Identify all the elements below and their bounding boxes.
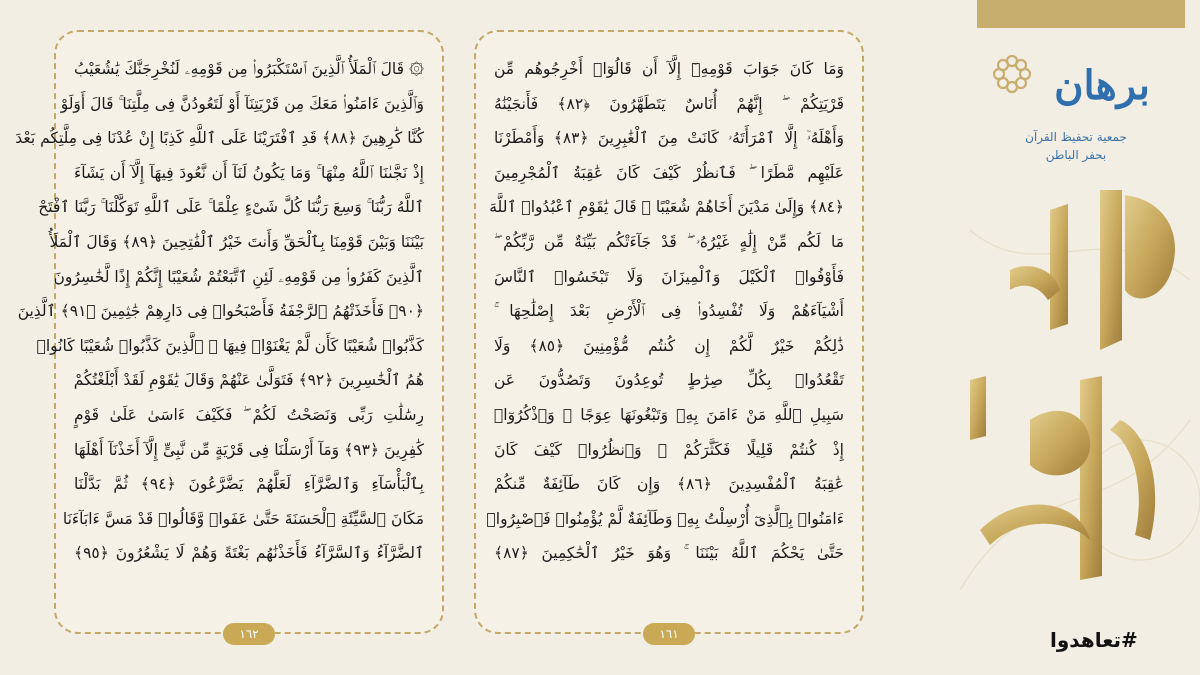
- logo-wordmark: برهان: [1054, 62, 1150, 109]
- quran-line: قَرْيَتِكُمْ ۖ إِنَّهُمْ أُنَاسٌ يَتَطَهَّرُونَ ﴿٨٢﴾ فَأَنجَيْنَٰهُ: [494, 94, 844, 113]
- hashtag-label: #تعاهدوا: [1050, 628, 1138, 652]
- quran-line: كَذَّبُوا۟ شُعَيْبًا كَأَن لَّمْ يَغْنَوْا۟ فِيهَا ۚ ٱلَّذِينَ كَذَّبُوا۟ شُعَيْبًا كَانُوا۟: [36, 336, 424, 355]
- page-number-badge: ١٦٢: [223, 623, 275, 645]
- quran-line: هُمُ ٱلْخَٰسِرِينَ ﴿٩٢﴾ فَتَوَلَّىٰ عَنْهُمْ وَقَالَ يَٰقَوْمِ لَقَدْ أَبْلَغْتُكُمْ: [73, 371, 424, 390]
- top-gold-bar: [977, 0, 1185, 28]
- quran-line: بَيْنَنَا وَبَيْنَ قَوْمِنَا بِٱلْحَقِّ وَأَنتَ خَيْرُ ٱلْفَٰتِحِينَ ﴿٨٩﴾ وَقَالَ ٱلْمَلَأُ: [49, 232, 424, 251]
- quran-line: ﴿٩٠﴾ فَأَخَذَتْهُمُ ٱلرَّجْفَةُ فَأَصْبَحُوا۟ فِى دَارِهِمْ جَٰثِمِينَ ﴿٩١﴾ ٱلَّذِينَ: [17, 302, 424, 321]
- quran-line: وَأَهْلَهُۥٓ إِلَّا ٱمْرَأَتَهُۥ كَانَتْ مِنَ ٱلْغَٰبِرِينَ ﴿٨٣﴾ وَأَمْطَرْنَا: [494, 129, 844, 148]
- quran-line: رِسَٰلَٰتِ رَبِّى وَنَصَحْتُ لَكُمْ ۖ فَكَيْفَ ءَاسَىٰ عَلَىٰ قَوْمٍ: [74, 405, 424, 424]
- quran-line: ۞ قَالَ ٱلْمَلَأُ ٱلَّذِينَ ٱسْتَكْبَرُوا۟ مِن قَوْمِهِۦ لَنُخْرِجَنَّكَ يَٰشُعَيْبُ: [74, 60, 424, 78]
- page-number-badge: ١٦١: [643, 623, 695, 645]
- quran-line: مَا لَكُم مِّنْ إِلَٰهٍ غَيْرُهُۥ ۖ قَدْ جَآءَتْكُم بَيِّنَةٌ مِّن رَّبِّكُمْ ۖ: [494, 232, 844, 251]
- quran-line: تَقْعُدُوا۟ بِكُلِّ صِرَٰطٍ تُوعِدُونَ وَتَصُدُّونَ عَن: [494, 371, 844, 390]
- quran-line: إِذْ نَجَّىٰنَا ٱللَّهُ مِنْهَا ۚ وَمَا يَكُونُ لَنَآ أَن نَّعُودَ فِيهَآ إِلَّآ أَن يَشَآءَ: [74, 163, 424, 182]
- org-name-line1: جمعية تحفيظ القرآن: [1025, 130, 1127, 144]
- quran-line: عَلَيْهِم مَّطَرًا ۖ فَٱنظُرْ كَيْفَ كَانَ عَٰقِبَةُ ٱلْمُجْرِمِينَ: [494, 163, 844, 182]
- quran-line: كُنَّا كَٰرِهِينَ ﴿٨٨﴾ قَدِ ٱفْتَرَيْنَا عَلَى ٱللَّهِ كَذِبًا إِنْ عُدْنَا فِى مِلَّتِكُم بَعْدَ: [15, 129, 424, 148]
- mushaf-page-right: [474, 30, 864, 641]
- quran-line: ٱللَّهُ رَبُّنَا ۚ وَسِعَ رَبُّنَا كُلَّ شَىْءٍ عِلْمًا ۚ عَلَى ٱللَّهِ تَوَكَّلْنَا ۚ رَبَّنَا ٱفْتَحْ: [38, 198, 424, 217]
- quran-line: ٱلضَّرَّآءُ وَٱلسَّرَّآءُ فَأَخَذْنَٰهُم بَغْتَةً وَهُمْ لَا يَشْعُرُونَ ﴿٩٥﴾: [74, 544, 424, 563]
- quran-line: سَبِيلِ ٱللَّهِ مَنْ ءَامَنَ بِهِۦ وَتَبْغُونَهَا عِوَجًا ۚ وَٱذْكُرُوٓا۟: [494, 405, 844, 424]
- quran-line: أَشْيَآءَهُمْ وَلَا تُفْسِدُوا۟ فِى ٱلْأَرْضِ بَعْدَ إِصْلَٰحِهَا ۚ: [494, 302, 844, 321]
- quran-line: ﴿٨٤﴾ وَإِلَىٰ مَدْيَنَ أَخَاهُمْ شُعَيْبًا ۗ قَالَ يَٰقَوْمِ ٱعْبُدُوا۟ ٱللَّهَ: [489, 198, 844, 217]
- quran-line: وَٱلَّذِينَ ءَامَنُوا۟ مَعَكَ مِن قَرْيَتِنَآ أَوْ لَتَعُودُنَّ فِى مِلَّتِنَا ۚ قَالَ أَوَلَوْ: [60, 94, 424, 113]
- rosette-icon: [990, 52, 1034, 96]
- quran-line: ءَامَنُوا۟ بِٱلَّذِىٓ أُرْسِلْتُ بِهِۦ وَطَآئِفَةٌ لَّمْ يُؤْمِنُوا۟ فَٱصْبِرُوا۟: [486, 509, 844, 528]
- organization-logo: [970, 40, 1185, 170]
- mushaf-page-left: [15, 30, 444, 641]
- quran-line: إِذْ كُنتُمْ قَلِيلًا فَكَثَّرَكُمْ ۖ وَٱنظُرُوا۟ كَيْفَ كَانَ: [494, 440, 844, 459]
- quran-line: حَتَّىٰ يَحْكُمَ ٱللَّهُ بَيْنَنَا ۚ وَهُوَ خَيْرُ ٱلْحَٰكِمِينَ ﴿٨٧﴾: [494, 544, 844, 563]
- org-name-line2: بحفر الباطن: [1045, 148, 1107, 162]
- quran-line: مَكَانَ ٱلسَّيِّئَةِ ٱلْحَسَنَةَ حَتَّىٰ عَفَوا۟ وَّقَالُوا۟ قَدْ مَسَّ ءَابَآءَنَا: [62, 509, 424, 528]
- quran-line: ذَٰلِكُمْ خَيْرٌ لَّكُمْ إِن كُنتُم مُّؤْمِنِينَ ﴿٨٥﴾ وَلَا: [494, 336, 844, 355]
- quran-line: كَٰفِرِينَ ﴿٩٣﴾ وَمَآ أَرْسَلْنَا فِى قَرْيَةٍ مِّن نَّبِىٍّ إِلَّآ أَخَذْنَآ أَهْلَهَا: [74, 440, 424, 459]
- quran-line: فَأَوْفُوا۟ ٱلْكَيْلَ وَٱلْمِيزَانَ وَلَا تَبْخَسُوا۟ ٱلنَّاسَ: [494, 267, 844, 286]
- quran-line: ٱلَّذِينَ كَفَرُوا۟ مِن قَوْمِهِۦ لَئِنِ ٱتَّبَعْتُمْ شُعَيْبًا إِنَّكُمْ إِذًا لَّخَٰسِرُونَ: [53, 267, 424, 286]
- quran-line: عَٰقِبَةُ ٱلْمُفْسِدِينَ ﴿٨٦﴾ وَإِن كَانَ طَآئِفَةٌ مِّنكُمْ: [494, 475, 845, 494]
- calligraphy-tahaadu: [950, 170, 1200, 625]
- quran-line: وَمَا كَانَ جَوَابَ قَوْمِهِۦٓ إِلَّآ أَن قَالُوٓا۟ أَخْرِجُوهُم مِّن: [494, 60, 844, 78]
- quran-line: بِٱلْبَأْسَآءِ وَٱلضَّرَّآءِ لَعَلَّهُمْ يَضَّرَّعُونَ ﴿٩٤﴾ ثُمَّ بَدَّلْنَا: [74, 475, 424, 494]
